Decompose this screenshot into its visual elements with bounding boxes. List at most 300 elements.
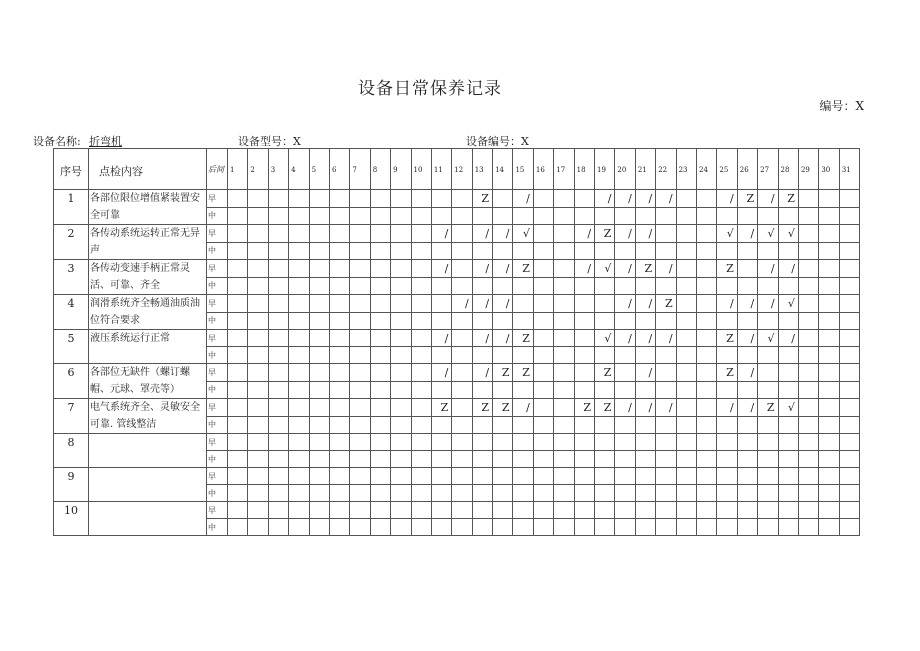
check-mark-cell [758,485,778,502]
check-mark-cell [350,312,370,330]
check-mark-cell: Z [635,260,655,278]
check-mark-cell [289,485,309,502]
check-mark-cell: Z [513,364,533,382]
check-mark-cell [391,519,411,536]
check-mark-cell [309,434,329,451]
check-mark-cell: / [472,330,492,347]
check-mark-cell [656,207,676,225]
check-mark-cell [574,502,594,519]
check-mark-cell [574,207,594,225]
check-mark-cell [533,381,553,399]
check-mark-cell [635,347,655,364]
shift-label: 中 [207,381,228,399]
check-mark-cell: Z [778,190,798,208]
check-mark-cell [228,295,248,313]
check-mark-cell [595,416,615,434]
check-mark-cell [676,277,696,295]
check-mark-cell [268,364,288,382]
check-mark-cell [554,330,574,347]
check-mark-cell: / [635,330,655,347]
check-mark-cell [268,416,288,434]
check-mark-cell: Z [472,190,492,208]
check-mark-cell [839,225,859,243]
check-mark-cell [228,502,248,519]
check-mark-cell [533,207,553,225]
check-mark-cell: / [635,225,655,243]
check-mark-cell [391,502,411,519]
check-mark-cell [268,312,288,330]
document-title: 设备日常保养记录 [358,79,502,99]
shift-label: 早 [207,260,228,278]
check-mark-cell [411,519,431,536]
check-mark-cell [839,260,859,278]
check-mark-cell [819,242,839,260]
check-mark-cell [289,364,309,382]
check-mark-cell [798,399,818,417]
check-mark-cell [554,260,574,278]
check-mark-cell [309,277,329,295]
check-mark-cell: Z [493,364,513,382]
check-mark-cell [635,312,655,330]
check-mark-cell [533,260,553,278]
check-mark-cell [391,277,411,295]
check-mark-cell [696,312,716,330]
check-mark-cell [329,260,349,278]
check-mark-cell [737,468,757,485]
check-mark-cell [615,485,635,502]
check-mark-cell: Z [595,399,615,417]
check-mark-cell [635,277,655,295]
check-mark-cell: / [656,260,676,278]
day-header: 29 [798,149,818,190]
check-mark-cell [819,381,839,399]
check-mark-cell [329,364,349,382]
check-mark-cell [758,519,778,536]
check-mark-cell [778,468,798,485]
check-mark-cell [452,242,472,260]
check-mark-cell [309,502,329,519]
check-mark-cell [431,502,451,519]
check-mark-cell [431,451,451,468]
day-header: 17 [554,149,574,190]
check-mark-cell [268,399,288,417]
check-mark-cell [248,519,268,536]
check-mark-cell [431,485,451,502]
check-mark-cell [329,207,349,225]
check-mark-cell: / [615,295,635,313]
check-mark-cell [248,330,268,347]
check-mark-cell [391,295,411,313]
check-mark-cell [554,434,574,451]
check-mark-cell [717,502,737,519]
check-mark-cell [350,190,370,208]
check-mark-cell [391,347,411,364]
check-mark-cell [411,312,431,330]
day-header: 19 [595,149,615,190]
check-mark-cell [391,260,411,278]
check-mark-cell [391,225,411,243]
check-mark-cell [798,468,818,485]
check-mark-cell [350,242,370,260]
check-mark-cell [452,330,472,347]
check-mark-cell [656,519,676,536]
check-mark-cell [289,330,309,347]
check-mark-cell [309,260,329,278]
check-mark-cell [411,347,431,364]
check-mark-cell [513,434,533,451]
check-mark-cell [289,434,309,451]
check-mark-cell [411,190,431,208]
check-mark-cell [676,225,696,243]
check-mark-cell: / [431,260,451,278]
check-mark-cell: Z [513,330,533,347]
check-mark-cell: / [737,225,757,243]
check-mark-cell [268,502,288,519]
check-mark-cell [574,519,594,536]
check-mark-cell: / [615,399,635,417]
check-mark-cell [717,451,737,468]
check-mark-cell: √ [513,225,533,243]
check-mark-cell [839,519,859,536]
check-mark-cell [309,207,329,225]
check-mark-cell [370,364,390,382]
check-mark-cell [370,519,390,536]
shift-label: 早 [207,434,228,451]
check-mark-cell [370,434,390,451]
check-mark-cell [411,416,431,434]
check-mark-cell [513,207,533,225]
check-mark-cell: / [758,190,778,208]
check-mark-cell: √ [778,399,798,417]
check-mark-cell [493,485,513,502]
check-mark-cell [839,242,859,260]
check-mark-cell [717,519,737,536]
check-mark-cell [737,502,757,519]
table-row [54,502,860,519]
check-mark-cell [758,451,778,468]
check-mark-cell [391,330,411,347]
check-mark-cell [228,451,248,468]
check-mark-cell [839,468,859,485]
check-mark-cell [798,502,818,519]
check-mark-cell [839,347,859,364]
check-mark-cell [493,242,513,260]
day-header: 20 [615,149,635,190]
check-mark-cell [819,364,839,382]
check-mark-cell [798,485,818,502]
check-mark-cell [411,434,431,451]
check-mark-cell [268,295,288,313]
check-mark-cell: Z [758,399,778,417]
check-mark-cell [554,207,574,225]
check-mark-cell [350,434,370,451]
check-mark-cell: / [472,260,492,278]
check-mark-cell [452,434,472,451]
check-mark-cell [798,207,818,225]
check-mark-cell [350,347,370,364]
check-mark-cell: / [737,364,757,382]
check-mark-cell [778,364,798,382]
check-mark-cell [819,485,839,502]
check-mark-cell [819,190,839,208]
check-mark-cell [350,277,370,295]
check-mark-cell [778,207,798,225]
check-mark-cell [431,347,451,364]
check-mark-cell [268,260,288,278]
check-mark-cell: / [452,295,472,313]
check-mark-cell [574,190,594,208]
table-row [54,330,860,347]
check-mark-cell [758,502,778,519]
check-mark-cell [615,519,635,536]
check-mark-cell [493,434,513,451]
check-mark-cell [228,381,248,399]
check-mark-cell [778,416,798,434]
check-mark-cell [513,519,533,536]
check-mark-cell [798,434,818,451]
day-header: 15 [513,149,533,190]
check-mark-cell [839,399,859,417]
check-mark-cell: / [493,260,513,278]
check-mark-cell [248,260,268,278]
day-header: 7 [350,149,370,190]
check-mark-cell [228,485,248,502]
check-mark-cell [472,485,492,502]
check-mark-cell [533,485,553,502]
check-mark-cell [635,451,655,468]
check-mark-cell [819,312,839,330]
check-mark-cell [696,330,716,347]
header-item: 点检内容 [89,149,207,190]
check-mark-cell [289,225,309,243]
shift-label: 早 [207,502,228,519]
check-mark-cell [268,468,288,485]
check-mark-cell [411,277,431,295]
check-mark-cell [329,434,349,451]
check-mark-cell: / [513,399,533,417]
check-mark-cell [533,434,553,451]
check-mark-cell [696,260,716,278]
check-mark-cell [656,381,676,399]
check-mark-cell [411,242,431,260]
check-mark-cell [635,502,655,519]
check-mark-cell [248,347,268,364]
check-mark-cell [696,416,716,434]
equipment-serial: 设备编号：X [466,135,529,148]
check-mark-cell [737,277,757,295]
check-mark-cell [431,468,451,485]
check-mark-cell [778,277,798,295]
shift-label: 中 [207,242,228,260]
check-mark-cell: √ [778,295,798,313]
check-mark-cell [798,364,818,382]
check-mark-cell [268,381,288,399]
check-mark-cell: / [778,330,798,347]
check-mark-cell [554,190,574,208]
day-header: 11 [431,149,451,190]
check-mark-cell [370,242,390,260]
check-mark-cell [737,381,757,399]
check-mark-cell [798,330,818,347]
check-mark-cell [533,242,553,260]
check-mark-cell [228,260,248,278]
check-mark-cell [778,451,798,468]
check-mark-cell [228,225,248,243]
check-mark-cell: Z [656,295,676,313]
check-mark-cell [798,381,818,399]
check-mark-cell [615,277,635,295]
check-mark-cell [228,434,248,451]
check-mark-cell [554,295,574,313]
check-mark-cell [574,312,594,330]
check-mark-cell [411,381,431,399]
check-mark-cell [472,416,492,434]
check-mark-cell [676,485,696,502]
check-mark-cell [370,451,390,468]
check-mark-cell [329,295,349,313]
check-mark-cell: / [615,330,635,347]
day-header: 25 [717,149,737,190]
check-mark-cell [656,242,676,260]
check-mark-cell [676,451,696,468]
check-mark-cell [493,347,513,364]
check-mark-cell [595,277,615,295]
table-row [54,434,860,451]
check-mark-cell [350,468,370,485]
shift-label: 早 [207,225,228,243]
check-mark-cell [513,485,533,502]
check-mark-cell [309,225,329,243]
check-mark-cell [289,312,309,330]
check-mark-cell [839,277,859,295]
check-mark-cell [758,381,778,399]
check-mark-cell [370,295,390,313]
check-mark-cell [431,207,451,225]
check-mark-cell [595,451,615,468]
check-mark-cell [819,277,839,295]
check-mark-cell [737,207,757,225]
check-mark-cell [533,312,553,330]
check-mark-cell [248,242,268,260]
check-mark-cell [554,399,574,417]
check-mark-cell [268,207,288,225]
check-mark-cell [554,416,574,434]
check-mark-cell [635,416,655,434]
check-mark-cell [513,416,533,434]
equipment-name-label: 设备名称: [33,135,81,148]
check-mark-cell [696,519,716,536]
check-mark-cell [370,260,390,278]
check-mark-cell [574,330,594,347]
check-mark-cell [676,207,696,225]
check-mark-cell [268,519,288,536]
row-seq: 4 [54,295,89,330]
check-mark-cell [595,519,615,536]
check-mark-cell: / [656,399,676,417]
day-header: 21 [635,149,655,190]
check-mark-cell [737,347,757,364]
check-mark-cell: / [737,330,757,347]
check-mark-cell [554,519,574,536]
check-mark-cell [635,434,655,451]
check-mark-cell [533,225,553,243]
check-mark-cell [798,277,818,295]
check-mark-cell [839,485,859,502]
check-mark-cell: / [758,260,778,278]
check-mark-cell [329,312,349,330]
check-mark-cell [778,519,798,536]
check-mark-cell [289,468,309,485]
check-mark-cell [411,295,431,313]
check-mark-cell: Z [717,260,737,278]
check-mark-cell [839,502,859,519]
check-mark-cell [798,416,818,434]
check-mark-cell [472,434,492,451]
check-mark-cell [431,242,451,260]
row-check-item [89,434,207,468]
check-mark-cell [228,312,248,330]
check-mark-cell [309,485,329,502]
check-mark-cell [758,434,778,451]
check-mark-cell [289,519,309,536]
check-mark-cell [452,416,472,434]
day-header: 4 [289,149,309,190]
check-mark-cell [656,416,676,434]
day-header: 13 [472,149,492,190]
check-mark-cell [248,364,268,382]
check-mark-cell [268,451,288,468]
check-mark-cell [391,416,411,434]
day-header: 31 [839,149,859,190]
check-mark-cell [778,242,798,260]
check-mark-cell [676,295,696,313]
day-header: 28 [778,149,798,190]
check-mark-cell: Z [737,190,757,208]
row-seq: 10 [54,502,89,536]
check-mark-cell [595,347,615,364]
check-mark-cell [472,242,492,260]
check-mark-cell [819,260,839,278]
shift-label: 中 [207,485,228,502]
check-mark-cell [533,451,553,468]
check-mark-cell [696,451,716,468]
row-check-item: 各部位限位增值紧装置安全可靠 [89,190,207,225]
check-mark-cell [819,502,839,519]
check-mark-cell [778,347,798,364]
check-mark-cell: / [595,190,615,208]
check-mark-cell [635,207,655,225]
check-mark-cell [289,277,309,295]
check-mark-cell [554,277,574,295]
check-mark-cell [798,225,818,243]
check-mark-cell [554,451,574,468]
check-mark-cell [656,485,676,502]
check-mark-cell [615,364,635,382]
check-mark-cell [309,295,329,313]
shift-label: 中 [207,416,228,434]
check-mark-cell [309,242,329,260]
shift-label: 早 [207,364,228,382]
check-mark-cell [676,347,696,364]
check-mark-cell [289,242,309,260]
check-mark-cell [839,207,859,225]
check-mark-cell [513,347,533,364]
check-mark-cell [289,207,309,225]
table-row [54,260,860,278]
check-mark-cell: / [717,295,737,313]
check-mark-cell: Z [472,399,492,417]
shift-label: 早 [207,190,228,208]
